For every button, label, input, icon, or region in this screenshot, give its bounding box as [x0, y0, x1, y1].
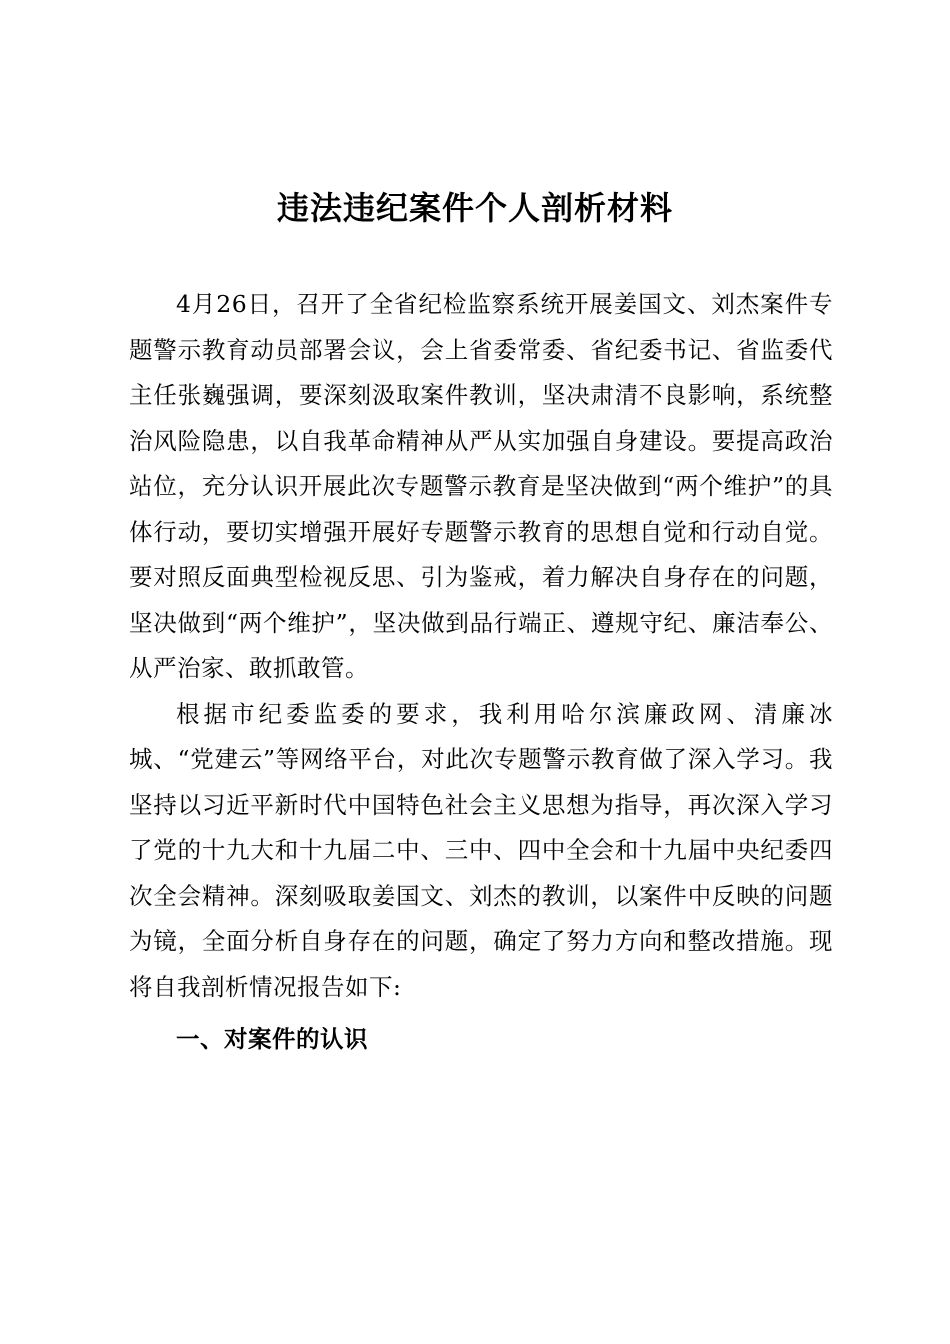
document-title: 违法违纪案件个人剖析材料	[276, 189, 673, 227]
paragraph-2: 根据市纪委监委的要求，我利用哈尔滨廉政网、清廉冰城、“党建云”等网络平台，对此次专题警示教育做了深入学习。我坚持以习近平新时代中国特色社会主义思想为指导，再次深入学习了党的十九大和十九届二中、三中、四中全会和十九届中央纪委四次全会精神。深刻吸取姜国文、刘杰的教训，以案件中反映的问题为镜，全面分析自身存在的问题，确定了努力方向和整改措施。现将自我剖析情况报告如下:	[129, 699, 833, 1001]
document-body	[129, 282, 833, 1068]
section-heading: 一、对案件的认识	[176, 1025, 368, 1053]
paragraph-1: 4月26日，召开了全省纪检监察系统开展姜国文、刘杰案件专题警示教育动员部署会议，会上省委常委、省纪委书记、省监委代主任张巍强调，要深刻汲取案件教训，坚决肃清不良影响，系统整治风险隐患，以自我革命精神从严从实加强自身建设。要提高政治站位，充分认识开展此次专题警示教育是坚决做到“两个维护”的具体行动，要切实增强开展好专题警示教育的思想自觉和行动自觉。要对照反面典型检视反思、引为鉴戒，着力解决自身存在的问题，坚决做到“两个维护”，坚决做到品行端正、遵规守纪、廉洁奉公、从严治家、敢抓敢管。	[129, 290, 833, 682]
